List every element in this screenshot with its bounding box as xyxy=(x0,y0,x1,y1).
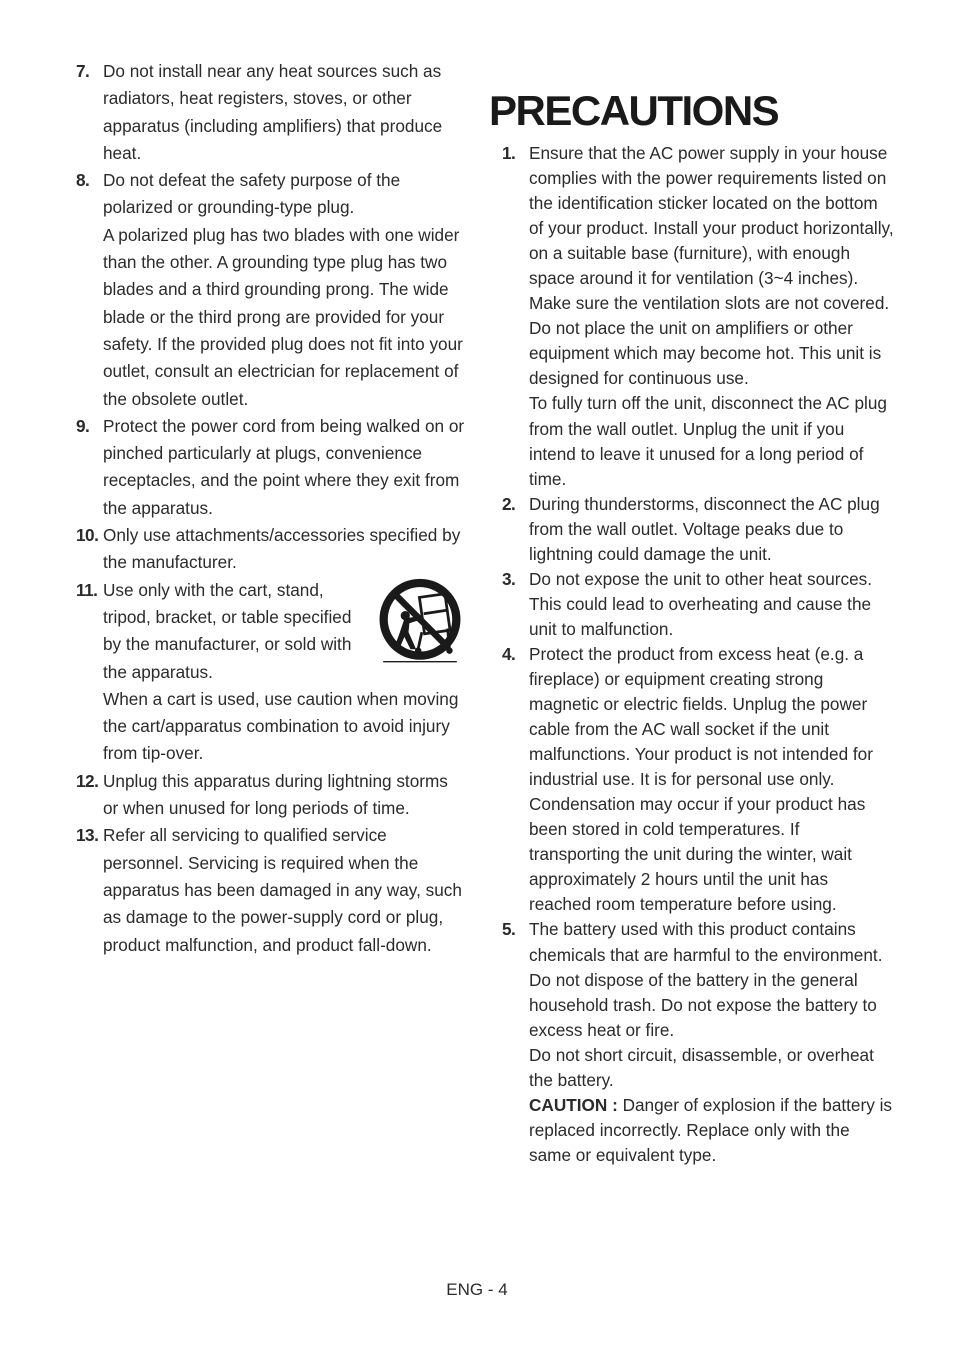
item-text: Protect the power cord from being walked on or pinched particularly at plugs, convenience receptacles, and the point where they exit from the apparatus. xyxy=(103,415,465,518)
item-number: 8. xyxy=(76,170,90,191)
caution-label: CAUTION : xyxy=(529,1094,618,1115)
list-item xyxy=(502,642,894,918)
list-item xyxy=(502,917,894,1167)
item-text: Do not defeat the safety purpose of the polarized or grounding-type plug. xyxy=(103,170,401,218)
item-number: 1. xyxy=(502,143,516,163)
item-text: Protect the product from excess heat (e.g. a fireplace) or equipment creating strong magnetic or electric fields. Unplug the power cable from the AC wall socket if the unit malfunctions. Your product is not intended for industrial use. It is for personal use only. Condensation may occur if your product has been stored in cold temperatures. If transporting the unit during the winter, wait approximately 2 hours until the unit has reached room temperature before using. xyxy=(529,643,873,915)
caution-note xyxy=(529,1093,894,1168)
list-item xyxy=(76,413,466,522)
item-number: 2. xyxy=(502,493,516,514)
list-item xyxy=(502,141,894,492)
left-column xyxy=(76,58,466,959)
item-text: Do not expose the unit to other heat sources. This could lead to overheating and cause the unit to malfunction. xyxy=(529,568,873,639)
right-column xyxy=(502,141,894,1168)
list-item xyxy=(76,522,466,577)
list-item xyxy=(502,567,894,642)
item-text: Do not short circuit, disassemble, or overheat the battery. xyxy=(529,1044,874,1090)
item-text: When a cart is used, use caution when moving the cart/apparatus combination to avoid injury from tip-over. xyxy=(103,688,459,764)
item-text: Do not install near any heat sources such as radiators, heat registers, stoves, or other apparatus (including amplifiers) that produce heat. xyxy=(103,61,443,163)
item-number: 13. xyxy=(76,825,99,846)
list-item xyxy=(76,167,466,413)
item-text: The battery used with this product contains chemicals that are harmful to the environment. Do not dispose of the battery in the general household trash. Do not expose the battery to excess heat or fire. xyxy=(529,919,883,1040)
list-item xyxy=(76,822,466,958)
item-number: 10. xyxy=(76,525,99,546)
item-text: Unplug this apparatus during lightning storms or when unused for long periods of time. xyxy=(103,770,448,819)
page-number: ENG - 4 xyxy=(446,1280,508,1299)
item-text: Use only with the cart, stand, tripod, bracket, or table specified by the manufacturer, or sold with the apparatus. xyxy=(103,579,352,682)
page-title: PRECAUTIONS xyxy=(489,87,779,135)
item-number: 11. xyxy=(76,579,98,600)
item-number: 3. xyxy=(502,568,516,589)
item-number: 12. xyxy=(76,770,99,791)
list-item xyxy=(502,492,894,567)
list-item xyxy=(76,58,466,167)
cart-tip-over-warning-icon xyxy=(374,577,466,669)
item-text: To fully turn off the unit, disconnect the AC plug from the wall outlet. Unplug the unit if you intend to leave it unused for a long period of time. xyxy=(529,393,887,489)
item-number: 7. xyxy=(76,61,90,81)
item-text: Refer all servicing to qualified service personnel. Servicing is required when the apparatus has been damaged in any way, such as damage to the power-supply cord or plug, product malfunction, and product fall-down. xyxy=(103,825,462,955)
item-text: During thunderstorms, disconnect the AC plug from the wall outlet. Voltage peaks due to lightning could damage the unit. xyxy=(529,493,880,564)
item-text: Only use attachments/accessories specified by the manufacturer. xyxy=(103,525,461,573)
item-number: 9. xyxy=(76,415,90,436)
caution-text: Danger of explosion if the battery is replaced incorrectly. Replace only with the same or equivalent type. xyxy=(529,1094,892,1165)
item-number: 5. xyxy=(502,919,516,940)
item-text: Ensure that the AC power supply in your house complies with the power requirements listed on the identification sticker located on the bottom of your product. Install your product horizontally, on a suitable base (furniture), with enough space around it for ventilation (3~4 inches). Make sure the ventilation slots are not covered. Do not place the unit on amplifiers or other equipment which may become hot. This unit is designed for continuous use. xyxy=(529,143,894,389)
list-item xyxy=(76,577,466,768)
item-number: 4. xyxy=(502,643,516,664)
list-item xyxy=(76,768,466,823)
item-text: A polarized plug has two blades with one wider than the other. A grounding type plug has two blades and a third grounding prong. The wide blade or the third prong are provided for your safety. If the provided plug does not fit into your outlet, consult an electrician for replacement of the obsolete outlet. xyxy=(103,224,463,409)
